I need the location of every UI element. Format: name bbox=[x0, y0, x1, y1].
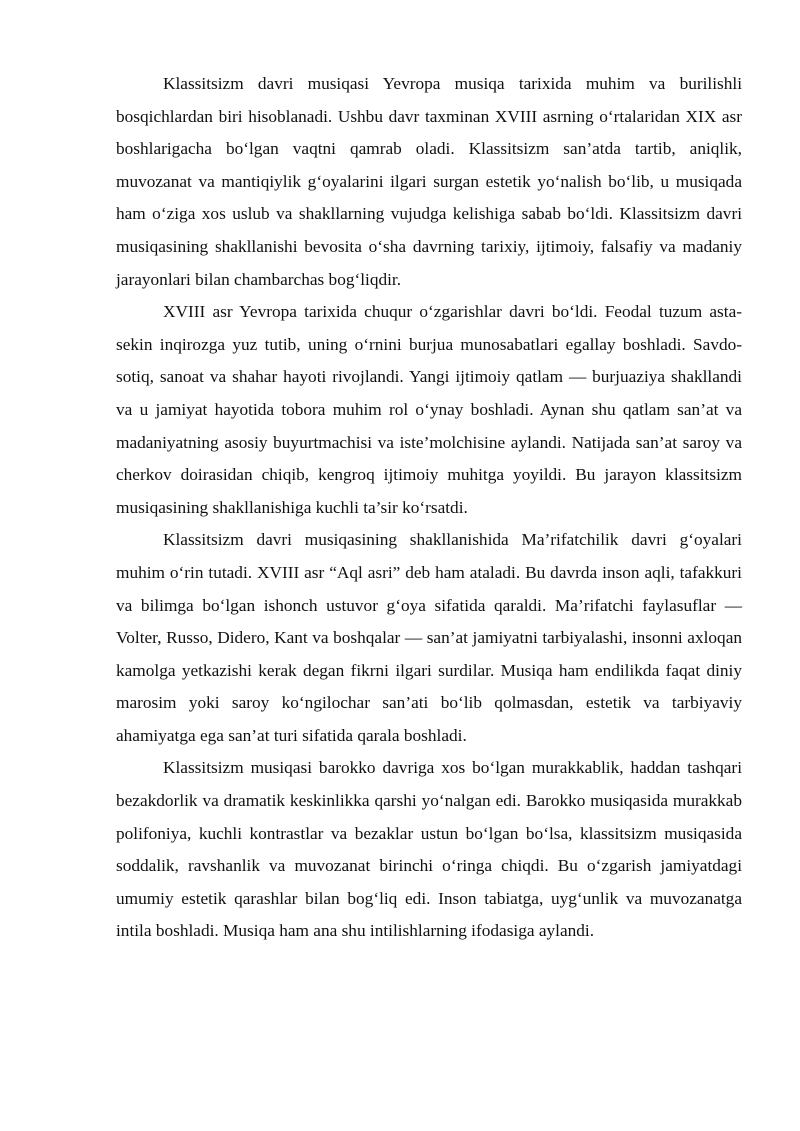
paragraph-3: Klassitsizm davri musiqasining shakllanishida Ma’rifatchilik davri gʻoyalari muhim oʻrin tutadi. XVIII asr “Aql asri” deb ham ataladi. Bu davrda inson aqli, tafakkuri va bilimga boʻlgan ishonch ustuvor gʻoya sifatida qaraldi. Ma’rifatchi faylasuflar — Volter, Russo, Didero, Kant va boshqalar — san’at jamiyatni tarbiyalashi, insonni axloqan kamolga yetkazishi kerak degan fikrni ilgari surdilar. Musiqa ham endilikda faqat diniy marosim yoki saroy koʻngilochar san’ati boʻlib qolmasdan, estetik va tarbiyaviy ahamiyatga ega san’at turi sifatida qarala boshladi. bbox=[116, 530, 742, 745]
paragraph-2: XVIII asr Yevropa tarixida chuqur oʻzgarishlar davri boʻldi. Feodal tuzum asta-sekin inqirozga yuz tutib, uning oʻrnini burjua munosabatlari egallay boshladi. Savdo-sotiq, sanoat va shahar hayoti rivojlandi. Yangi ijtimoiy qatlam — burjuaziya shakllandi va u jamiyat hayotida tobora muhim rol oʻynay boshladi. Aynan shu qatlam san’at va madaniyatning asosiy buyurtmachisi va iste’molchisine aylandi. Natijada san’at saroy va cherkov doirasidan chiqib, kengroq ijtimoiy muhitga yoyildi. Bu jarayon klassitsizm musiqasining shakllanishiga kuchli ta’sir koʻrsatdi. bbox=[116, 302, 742, 517]
document-page bbox=[116, 68, 742, 948]
paragraph-1: Klassitsizm davri musiqasi Yevropa musiqa tarixida muhim va burilishli bosqichlardan biri hisoblanadi. Ushbu davr taxminan XVIII asrning oʻrtalaridan XIX asr boshlarigacha boʻlgan vaqtni qamrab oladi. Klassitsizm san’atda tartib, aniqlik, muvozanat va mantiqiylik gʻoyalarini ilgari surgan estetik yoʻnalish boʻlib, u musiqada ham oʻziga xos uslub va shakllarning vujudga kelishiga sabab boʻldi. Klassitsizm davri musiqasining shakllanishi bevosita oʻsha davrning tarixiy, ijtimoiy, falsafiy va madaniy jarayonlari bilan chambarchas bogʻliqdir. bbox=[116, 74, 742, 289]
paragraph-4: Klassitsizm musiqasi barokko davriga xos boʻlgan murakkablik, haddan tashqari bezakdorlik va dramatik keskinlikka qarshi yoʻnalgan edi. Barokko musiqasida murakkab polifoniya, kuchli kontrastlar va bezaklar ustun boʻlgan boʻlsa, klassitsizm musiqasida soddalik, ravshanlik va muvozanat birinchi oʻringa chiqdi. Bu oʻzgarish jamiyatdagi umumiy estetik qarashlar bilan bogʻliq edi. Inson tabiatga, uygʻunlik va muvozanatga intila boshladi. Musiqa ham ana shu intilishlarning ifodasiga aylandi. bbox=[116, 758, 742, 941]
